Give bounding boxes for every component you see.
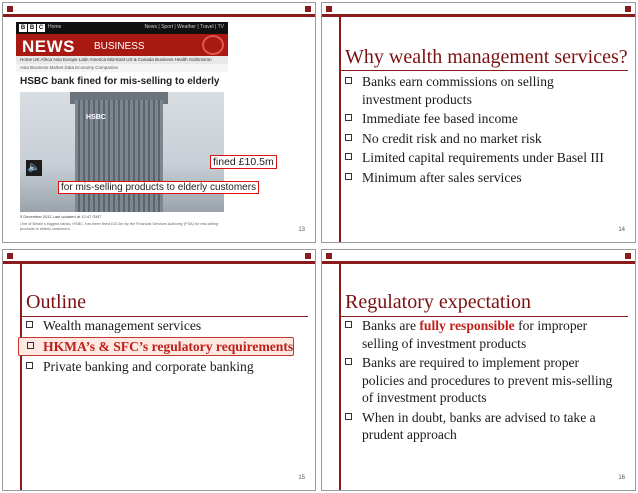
bullet-item: When in doubt, banks are advised to take a prudent approach bbox=[343, 409, 612, 444]
checkbox-bullet-icon bbox=[345, 413, 352, 420]
corner-square bbox=[305, 253, 311, 259]
bullet-item: No credit risk and no market risk bbox=[343, 130, 604, 148]
slide-16 bbox=[321, 249, 636, 491]
bullet-item: Banks earn commissions on selling investment products bbox=[343, 73, 604, 108]
bbc-news-label: NEWS bbox=[22, 37, 75, 56]
left-rule bbox=[339, 17, 341, 243]
checkbox-bullet-icon bbox=[345, 134, 352, 141]
header-rule bbox=[2, 261, 316, 264]
checkbox-bullet-icon bbox=[27, 342, 34, 349]
corner-square bbox=[326, 253, 332, 259]
bbc-subsections: Asia Business Market Data Economy Companies bbox=[20, 65, 119, 70]
page-number: 15 bbox=[298, 475, 305, 481]
bbc-home-link: Home bbox=[48, 24, 62, 30]
corner-square bbox=[326, 6, 332, 12]
bullet-item: Limited capital requirements under Basel III bbox=[343, 149, 604, 167]
checkbox-bullet-icon bbox=[26, 362, 33, 369]
title-underline bbox=[341, 70, 628, 71]
bullet-item: Wealth management services bbox=[24, 317, 294, 335]
slide-13 bbox=[2, 2, 316, 243]
corner-square bbox=[305, 6, 311, 12]
header-rule bbox=[321, 14, 636, 17]
checkbox-bullet-icon bbox=[345, 114, 352, 121]
slide-title: Regulatory expectation bbox=[345, 291, 532, 313]
page-number: 13 bbox=[298, 227, 305, 233]
bbc-headline: HSBC bank fined for mis-selling to elderly bbox=[20, 76, 220, 87]
bullet-list bbox=[24, 317, 294, 378]
corner-square bbox=[7, 6, 13, 12]
bullet-item: Banks are fully responsible for improper selling of investment products bbox=[343, 317, 612, 352]
slide-top-bar bbox=[321, 249, 636, 261]
bbc-logo: B B C bbox=[20, 25, 44, 31]
bullet-item: Private banking and corporate banking bbox=[24, 358, 294, 376]
fined-callout: fined £10.5m bbox=[210, 155, 277, 169]
corner-square bbox=[625, 6, 631, 12]
checkbox-bullet-icon bbox=[345, 321, 352, 328]
bullet-list bbox=[343, 317, 612, 446]
bbc-sections: Home UK Africa Asia Europe Latin America Mid-East US & Canada Business Health Sci/Environ bbox=[20, 57, 212, 62]
left-rule bbox=[339, 264, 341, 491]
slide-14 bbox=[321, 2, 636, 243]
header-rule bbox=[2, 14, 316, 17]
hsbc-sign: HSBC bbox=[86, 114, 106, 121]
page-number: 16 bbox=[618, 475, 625, 481]
slide-15 bbox=[2, 249, 316, 491]
checkbox-bullet-icon bbox=[345, 77, 352, 84]
page-number: 14 bbox=[618, 227, 625, 233]
bbc-news-screenshot bbox=[16, 22, 228, 235]
header-rule bbox=[321, 261, 636, 264]
corner-square bbox=[625, 253, 631, 259]
highlight-text: fully responsible bbox=[419, 318, 515, 333]
slide-title: Why wealth management services? bbox=[345, 46, 628, 68]
slide-top-bar bbox=[321, 2, 636, 14]
highlighted-bullet-item: HKMA’s & SFC’s regulatory requirements bbox=[18, 337, 294, 357]
speaker-icon: 🔈 bbox=[26, 160, 42, 176]
bullet-item: Minimum after sales services bbox=[343, 169, 604, 187]
slide-top-bar bbox=[2, 2, 316, 14]
bbc-swirl-icon bbox=[202, 35, 224, 55]
bullet-item: Immediate fee based income bbox=[343, 110, 604, 128]
bbc-article-body: One of Britain's biggest banks, HSBC, has been fined £10.5m by the Financial Services Authority (FSA) for mis-selling products to elderly customers. bbox=[20, 222, 219, 231]
hsbc-tower-photo bbox=[20, 92, 224, 212]
misselling-callout: for mis-selling products to elderly customers bbox=[58, 181, 259, 194]
bullet-item: Banks are required to implement proper policies and procedures to prevent mis-selling of investment products bbox=[343, 354, 612, 407]
bbc-business-label: BUSINESS bbox=[94, 41, 145, 52]
checkbox-bullet-icon bbox=[345, 173, 352, 180]
bbc-top-nav: News | Sport | Weather | Travel | TV bbox=[144, 24, 224, 30]
slide-top-bar bbox=[2, 249, 316, 261]
bbc-dateline: 5 December 2011 Last updated at 12:47 GMT bbox=[20, 214, 102, 219]
corner-square bbox=[7, 253, 13, 259]
checkbox-bullet-icon bbox=[345, 358, 352, 365]
left-rule bbox=[20, 264, 22, 491]
checkbox-bullet-icon bbox=[345, 153, 352, 160]
bullet-list bbox=[343, 73, 604, 188]
checkbox-bullet-icon bbox=[26, 321, 33, 328]
slide-title: Outline bbox=[26, 291, 86, 313]
